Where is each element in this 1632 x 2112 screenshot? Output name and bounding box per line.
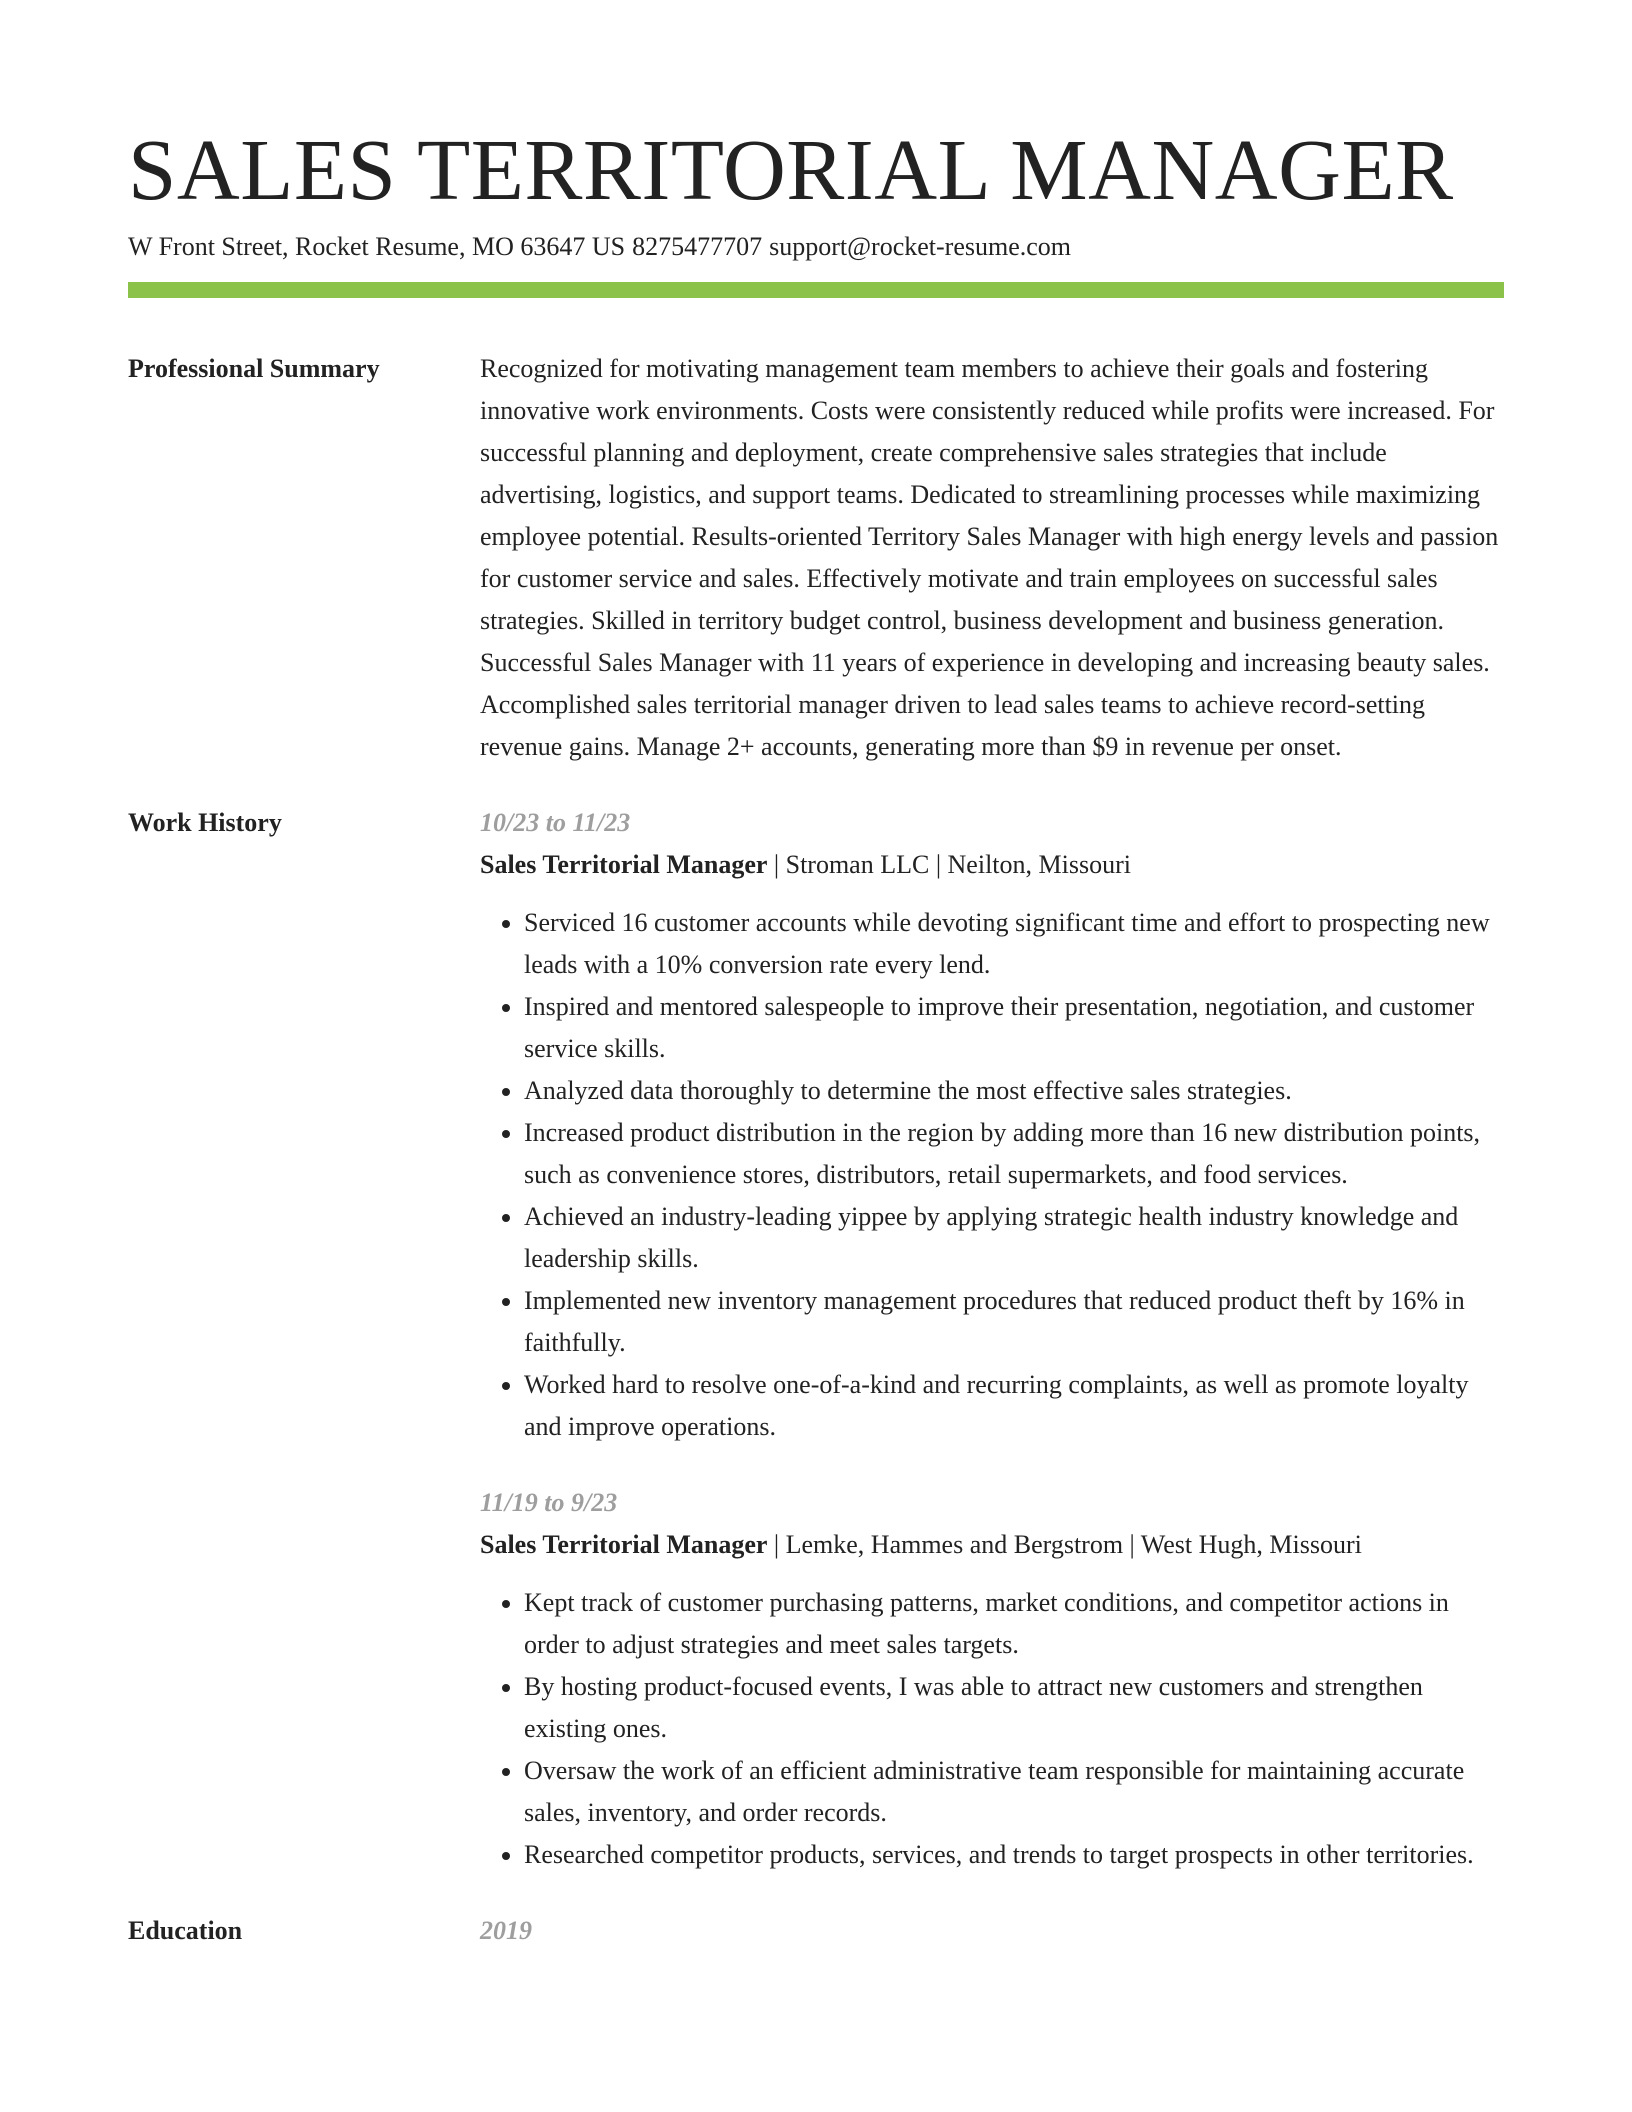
job-entry bbox=[480, 1482, 1504, 1876]
job-bullets bbox=[480, 902, 1504, 1448]
job-details: | Stroman LLC | Neilton, Missouri bbox=[767, 850, 1131, 879]
job-bullet: • Kept track of customer purchasing patterns, market conditions, and competitor actions in order to adjust strategies and meet sales targets. bbox=[524, 1582, 1504, 1666]
summary-section bbox=[128, 348, 1504, 768]
contact-address: W Front Street, Rocket Resume, MO 63647 US bbox=[128, 232, 626, 261]
work-history-section bbox=[128, 802, 1504, 1876]
job-bullet: • Oversaw the work of an efficient administrative team responsible for maintaining accurate sales, inventory, and order records. bbox=[524, 1750, 1504, 1834]
contact-line bbox=[128, 230, 1504, 264]
job-bullet: • Analyzed data thoroughly to determine the most effective sales strategies. bbox=[524, 1070, 1504, 1112]
job-title: Sales Territorial Manager bbox=[480, 1530, 768, 1559]
job-heading bbox=[480, 1524, 1504, 1566]
contact-phone: 8275477707 bbox=[632, 232, 763, 261]
education-heading: Education bbox=[128, 1916, 243, 1945]
job-bullet: • By hosting product-focused events, I was able to attract new customers and strengthen existing ones. bbox=[524, 1666, 1504, 1750]
job-dates: 11/19 to 9/23 bbox=[480, 1488, 618, 1517]
job-entry bbox=[480, 802, 1504, 1448]
header-divider bbox=[128, 282, 1504, 298]
summary-body bbox=[480, 348, 1504, 768]
work-history-body bbox=[480, 802, 1504, 1876]
job-title: Sales Territorial Manager bbox=[480, 850, 768, 879]
job-bullet: • Increased product distribution in the region by adding more than 16 new distribution points, such as convenience stores, distributors, retail supermarkets, and food services. bbox=[524, 1112, 1504, 1196]
job-bullet: • Inspired and mentored salespeople to improve their presentation, negotiation, and customer service skills. bbox=[524, 986, 1504, 1070]
education-dates: 2019 bbox=[480, 1916, 532, 1945]
summary-text: Recognized for motivating management team members to achieve their goals and fostering innovative work environments. Costs were consistently reduced while profits were increased. For successful planning and deployment, create comprehensive sales strategies that include advertising, logistics, and support teams. Dedicated to streamlining processes while maximizing employee potential. Results-oriented Territory Sales Manager with high energy levels and passion for customer service and sales. Effectively motivate and train employees on successful sales strategies. Skilled in territory budget control, business development and business generation. Successful Sales Manager with 11 years of experience in developing and increasing beauty sales. Accomplished sales territorial manager driven to lead sales teams to achieve record-setting revenue gains. Manage 2+ accounts, generating more than $9 in revenue per onset. bbox=[480, 354, 1499, 761]
job-heading bbox=[480, 844, 1504, 886]
job-bullets bbox=[480, 1582, 1504, 1876]
education-section bbox=[128, 1910, 1504, 1952]
summary-heading: Professional Summary bbox=[128, 354, 380, 383]
job-dates: 10/23 to 11/23 bbox=[480, 808, 631, 837]
education-body bbox=[480, 1910, 1504, 1952]
work-history-heading: Work History bbox=[128, 808, 282, 837]
job-bullet: • Achieved an industry-leading yippee by applying strategic health industry knowledge and leadership skills. bbox=[524, 1196, 1504, 1280]
job-bullet: • Researched competitor products, services, and trends to target prospects in other territories. bbox=[524, 1834, 1504, 1876]
job-bullet: • Implemented new inventory management procedures that reduced product theft by 16% in faithfully. bbox=[524, 1280, 1504, 1364]
job-details: | Lemke, Hammes and Bergstrom | West Hugh, Missouri bbox=[767, 1530, 1362, 1559]
job-bullet: • Serviced 16 customer accounts while devoting significant time and effort to prospecting new leads with a 10% conversion rate every lend. bbox=[524, 902, 1504, 986]
job-bullet: • Worked hard to resolve one-of-a-kind and recurring complaints, as well as promote loyalty and improve operations. bbox=[524, 1364, 1504, 1448]
resume-name: SALES TERRITORIAL MANAGER bbox=[128, 121, 1454, 218]
contact-email: support@rocket-resume.com bbox=[769, 232, 1072, 261]
